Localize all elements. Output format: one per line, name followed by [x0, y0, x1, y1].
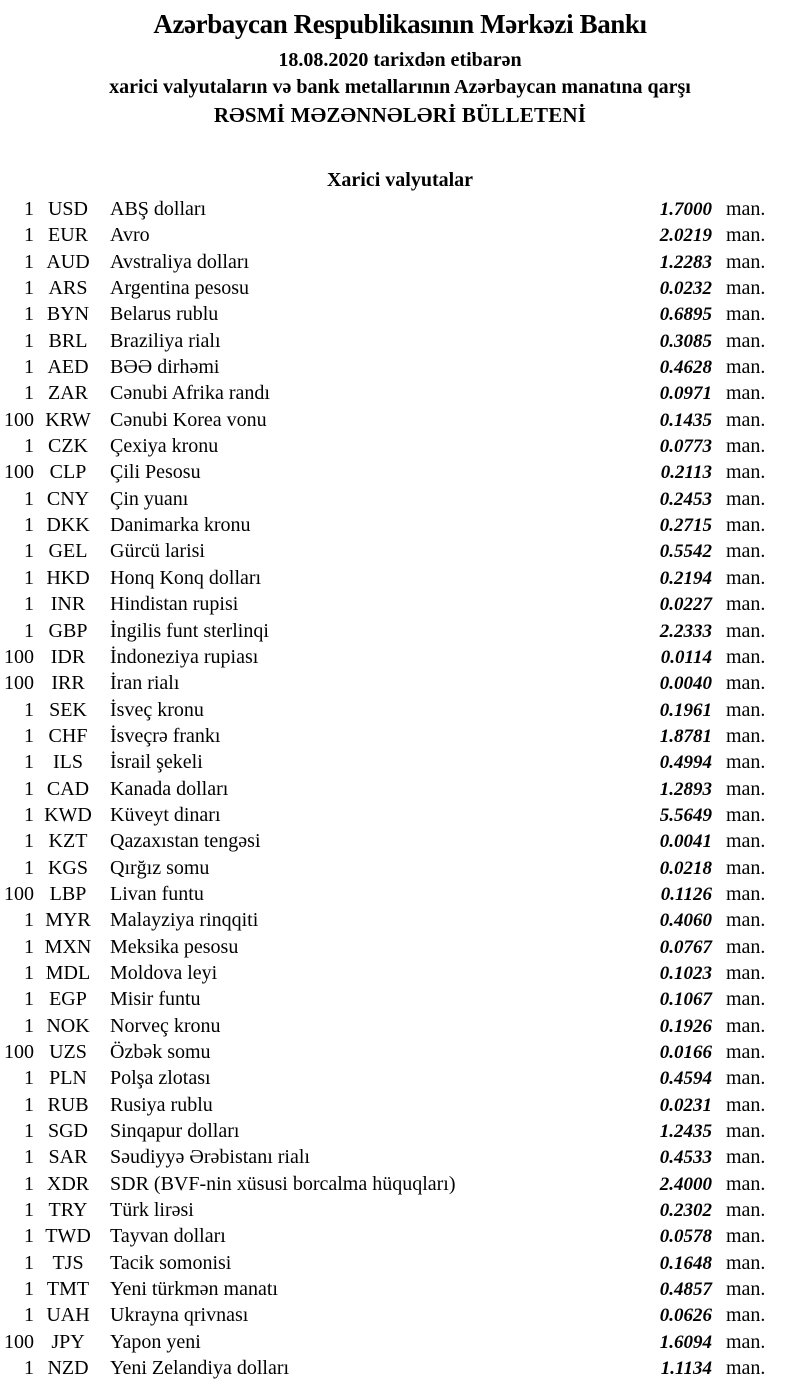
unit-label: man.: [726, 882, 766, 905]
currency-name: Honq Konq dolları: [110, 566, 262, 589]
currency-name: İsrail şekeli: [110, 751, 203, 774]
currency-name: ABŞ dolları: [110, 198, 207, 220]
bank-title: Azərbaycan Respublikasının Mərkəzi Bankı: [153, 9, 647, 39]
currency-qty: 1: [24, 724, 34, 747]
currency-code: KWD: [44, 803, 92, 826]
currency-rate: 0.1126: [660, 883, 712, 905]
currency-qty: 1: [24, 803, 34, 826]
currency-code: TWD: [45, 1225, 91, 1248]
currency-qty: 1: [24, 540, 34, 563]
currency-code: AUD: [46, 250, 90, 273]
currency-name: Belarus rublu: [110, 303, 219, 326]
currency-qty: 100: [4, 672, 34, 695]
currency-name: Braziliya rialı: [110, 329, 221, 352]
currency-qty: 1: [24, 1093, 34, 1116]
table-row: [0, 749, 800, 775]
currency-rate: 1.6094: [659, 1331, 712, 1353]
table-row: [0, 1039, 800, 1065]
currency-code: AED: [47, 356, 89, 379]
table-row: [0, 697, 800, 723]
currency-qty: 1: [24, 277, 34, 300]
unit-label: man.: [726, 856, 766, 879]
currency-code: IRR: [51, 672, 85, 695]
currency-rate: 0.2453: [659, 488, 712, 510]
currency-name: Gürcü larisi: [110, 540, 205, 563]
currency-code: IDR: [50, 645, 86, 668]
currency-qty: 1: [24, 1014, 34, 1037]
currency-name: Qırğız somu: [110, 856, 210, 879]
currency-name: Rusiya rublu: [110, 1093, 213, 1116]
unit-label: man.: [726, 1120, 766, 1143]
currency-rate: 0.0767: [659, 936, 712, 958]
currency-rate: 0.0040: [659, 673, 712, 695]
table-row: [0, 1355, 800, 1381]
table-row: [0, 670, 800, 696]
unit-label: man.: [726, 698, 766, 721]
table-row: [0, 459, 800, 485]
currency-rate: 1.7000: [659, 199, 712, 220]
currency-qty: 1: [24, 1251, 34, 1274]
currency-name: Malayziya rinqqiti: [110, 909, 259, 932]
table-row: [0, 328, 800, 354]
table-row: [0, 618, 800, 644]
currency-qty: 1: [24, 698, 34, 721]
currency-rate: 0.4533: [659, 1147, 712, 1169]
currency-qty: 1: [24, 198, 34, 220]
table-row: [0, 855, 800, 881]
currency-name: Argentina pesosu: [110, 277, 250, 300]
table-row: [0, 1171, 800, 1197]
currency-qty: 1: [24, 751, 34, 774]
unit-label: man.: [726, 329, 766, 352]
unit-label: man.: [726, 408, 766, 431]
currency-rate: 2.4000: [659, 1173, 712, 1195]
currency-name: Misir funtu: [110, 988, 201, 1011]
currency-name: Avstraliya dolları: [110, 250, 250, 273]
unit-label: man.: [726, 1357, 766, 1380]
currency-rate: 5.5649: [659, 804, 712, 826]
table-row: [0, 1250, 800, 1276]
currency-qty: 1: [24, 1067, 34, 1090]
currency-name: Çin yuanı: [110, 487, 189, 510]
unit-label: man.: [726, 672, 766, 695]
unit-label: man.: [726, 461, 766, 484]
currency-code: KGS: [47, 856, 88, 879]
currency-name: Hindistan rupisi: [110, 593, 239, 616]
currency-code: SEK: [49, 698, 87, 721]
unit-label: man.: [726, 1278, 766, 1301]
currency-name: Ukrayna qrivnası: [110, 1304, 249, 1327]
table-row: [0, 1276, 800, 1302]
unit-label: man.: [726, 435, 766, 458]
currency-qty: 1: [24, 1357, 34, 1380]
currency-name: Livan funtu: [110, 882, 204, 905]
currency-qty: 100: [4, 645, 34, 668]
currency-code: GBP: [48, 619, 88, 642]
currency-rate: 0.2194: [659, 567, 712, 589]
currency-qty: 1: [24, 593, 34, 616]
unit-label: man.: [726, 540, 766, 563]
currency-code: SAR: [48, 1146, 88, 1169]
unit-label: man.: [726, 566, 766, 589]
effective-date-line: 18.08.2020 tarixdən etibarən: [278, 49, 522, 71]
currency-qty: 100: [4, 1330, 34, 1353]
currency-rate: 0.0626: [659, 1305, 712, 1327]
currency-rate: 0.1023: [659, 962, 712, 984]
table-row: [0, 565, 800, 591]
unit-label: man.: [726, 382, 766, 405]
table-row: [0, 802, 800, 828]
currency-rate: 0.4857: [659, 1279, 712, 1301]
currency-name: Yapon yeni: [110, 1330, 201, 1353]
currency-code: USD: [47, 198, 88, 220]
document-header: [0, 0, 800, 128]
currency-code: CHF: [48, 724, 88, 747]
currency-name: İran rialı: [110, 672, 180, 695]
currency-name: Səudiyyə Ərəbistanı rialı: [110, 1146, 310, 1169]
currency-code: CLP: [49, 461, 87, 484]
currency-qty: 1: [24, 1225, 34, 1248]
currency-code: ILS: [53, 751, 83, 774]
currency-rate: 0.5542: [659, 541, 712, 563]
unit-label: man.: [726, 250, 766, 273]
currency-qty: 1: [24, 1304, 34, 1327]
table-row: [0, 407, 800, 433]
currency-name: BƏƏ dirhəmi: [110, 356, 220, 379]
currency-rate: 2.2333: [659, 620, 712, 642]
currency-name: Moldova leyi: [110, 961, 218, 984]
currency-qty: 1: [24, 909, 34, 932]
currency-code: MXN: [44, 935, 92, 958]
currency-rate: 0.4594: [659, 1068, 712, 1090]
currency-qty: 1: [24, 1199, 34, 1222]
currency-rate: 0.1648: [659, 1252, 712, 1274]
currency-rate: 0.0227: [659, 594, 712, 616]
table-row: [0, 986, 800, 1012]
currency-name: Yeni Zelandiya dolları: [110, 1357, 290, 1380]
unit-label: man.: [726, 356, 766, 379]
currency-qty: 1: [24, 1278, 34, 1301]
currency-qty: 1: [24, 961, 34, 984]
currency-rate: 0.0773: [659, 436, 712, 458]
currency-qty: 1: [24, 1172, 34, 1195]
currency-code: ARS: [48, 277, 88, 300]
currency-rate: 0.0218: [659, 857, 712, 879]
currency-name: Polşa zlotası: [110, 1067, 211, 1090]
unit-label: man.: [726, 803, 766, 826]
currency-code: KRW: [45, 408, 91, 431]
table-row: [0, 881, 800, 907]
table-row: [0, 380, 800, 406]
currency-code: CZK: [48, 435, 88, 458]
currency-code: DKK: [46, 514, 90, 537]
unit-label: man.: [726, 224, 766, 247]
table-row: [0, 275, 800, 301]
currency-rate: 0.1926: [659, 1015, 712, 1037]
currency-code: GEL: [48, 540, 88, 563]
currency-rate: 0.2302: [659, 1200, 712, 1222]
table-row: [0, 1065, 800, 1091]
currency-code: TJS: [52, 1251, 84, 1274]
unit-label: man.: [726, 1093, 766, 1116]
currency-name: Norveç kronu: [110, 1014, 221, 1037]
table-row: [0, 249, 800, 275]
table-row: [0, 354, 800, 380]
table-row: [0, 776, 800, 802]
currency-code: UAH: [46, 1304, 90, 1327]
currency-code: MDL: [45, 961, 91, 984]
currency-rate: 2.0219: [659, 225, 712, 247]
currency-rate: 1.8781: [659, 725, 712, 747]
currency-rate: 0.4060: [659, 910, 712, 932]
unit-label: man.: [726, 1172, 766, 1195]
currency-name: Kanada dolları: [110, 777, 229, 800]
section-title-foreign-currencies: Xarici valyutalar: [326, 169, 474, 191]
currency-qty: 100: [4, 461, 34, 484]
currency-code: RUB: [47, 1093, 89, 1116]
currency-qty: 1: [24, 487, 34, 510]
currency-name: Küveyt dinarı: [110, 803, 221, 826]
unit-label: man.: [726, 1146, 766, 1169]
currency-qty: 1: [24, 514, 34, 537]
currency-code: KZT: [48, 830, 88, 853]
currency-rate: 0.1961: [659, 699, 712, 721]
currency-code: EUR: [48, 224, 88, 247]
currency-rate: 0.1067: [659, 989, 712, 1011]
currency-code: HKD: [46, 566, 90, 589]
table-row: [0, 1302, 800, 1328]
currency-code: INR: [50, 593, 86, 616]
currency-name: Özbək somu: [110, 1041, 211, 1063]
currency-qty: 1: [24, 1120, 34, 1143]
currency-code: PLN: [49, 1067, 87, 1090]
currency-rate: 0.4628: [659, 357, 712, 379]
table-row: [0, 644, 800, 670]
table-row: [0, 1197, 800, 1223]
table-row: [0, 907, 800, 933]
currency-name: Çili Pesosu: [110, 461, 201, 484]
table-row: [0, 222, 800, 248]
unit-label: man.: [726, 1225, 766, 1248]
currency-name: Yeni türkmən manatı: [110, 1278, 278, 1301]
currency-code: BRL: [48, 329, 88, 352]
currency-qty: 1: [24, 856, 34, 879]
currency-rate: 0.0114: [660, 646, 712, 668]
currency-rate: 0.3085: [659, 330, 712, 352]
currency-qty: 1: [24, 1146, 34, 1169]
currency-qty: 1: [24, 566, 34, 589]
table-row: [0, 934, 800, 960]
currency-qty: 1: [24, 988, 34, 1011]
table-row: [0, 196, 800, 222]
currency-code: TMT: [46, 1278, 90, 1301]
table-row: [0, 512, 800, 538]
unit-label: man.: [726, 935, 766, 958]
table-row: [0, 1118, 800, 1144]
unit-label: man.: [726, 1014, 766, 1037]
unit-label: man.: [726, 724, 766, 747]
currency-name: İngilis funt sterlinqi: [110, 619, 269, 642]
currency-name: Türk lirəsi: [110, 1199, 194, 1222]
currency-qty: 1: [24, 830, 34, 853]
table-row: [0, 538, 800, 564]
currency-qty: 100: [4, 1041, 34, 1063]
currency-qty: 1: [24, 356, 34, 379]
currency-name: Cənubi Afrika randı: [110, 382, 270, 405]
currency-rate: 0.6895: [659, 304, 712, 326]
currency-code: CNY: [46, 487, 90, 510]
currency-code: JPY: [51, 1330, 85, 1353]
currency-qty: 1: [24, 303, 34, 326]
currency-rate: 0.0232: [659, 278, 712, 300]
currency-rate: 0.1435: [659, 409, 712, 431]
unit-label: man.: [726, 1199, 766, 1222]
currency-name: Danimarka kronu: [110, 514, 251, 537]
currency-name: Sinqapur dolları: [110, 1120, 240, 1143]
subject-line: xarici valyutaların və bank metallarının Azərbaycan manatına qarşı: [109, 76, 691, 98]
unit-label: man.: [726, 1330, 766, 1353]
currency-rate: 0.0041: [659, 831, 712, 853]
unit-label: man.: [726, 593, 766, 616]
currency-qty: 1: [24, 619, 34, 642]
currency-name: İsveç kronu: [110, 698, 204, 721]
table-row: [0, 723, 800, 749]
currency-rate: 1.2435: [659, 1121, 712, 1143]
table-row: [0, 1223, 800, 1249]
table-row: [0, 1013, 800, 1039]
currency-name: İsveçrə frankı: [110, 724, 221, 747]
currency-rate: 0.2715: [659, 515, 712, 537]
currency-rate: 1.2283: [659, 251, 712, 273]
table-row: [0, 591, 800, 617]
currency-code: EGP: [49, 988, 87, 1011]
currency-name: Cənubi Korea vonu: [110, 408, 267, 431]
unit-label: man.: [726, 1251, 766, 1274]
currency-qty: 1: [24, 382, 34, 405]
currency-qty: 1: [24, 435, 34, 458]
unit-label: man.: [726, 1304, 766, 1327]
currency-rate: 0.0971: [659, 383, 712, 405]
currency-code: TRY: [48, 1199, 88, 1222]
currency-code: XDR: [46, 1172, 90, 1195]
currency-qty: 100: [4, 882, 34, 905]
unit-label: man.: [726, 487, 766, 510]
currency-rate: 1.2893: [659, 778, 712, 800]
currency-qty: 1: [24, 935, 34, 958]
currency-qty: 1: [24, 250, 34, 273]
currency-code: BYN: [46, 303, 90, 326]
bulletin-title: RƏSMİ MƏZƏNNƏLƏRİ BÜLLETENİ: [213, 103, 587, 127]
table-row: [0, 960, 800, 986]
currency-name: Avro: [110, 224, 150, 247]
currency-qty: 1: [24, 224, 34, 247]
currency-rate: 0.0166: [659, 1042, 712, 1063]
unit-label: man.: [726, 619, 766, 642]
currency-qty: 1: [24, 329, 34, 352]
currency-name: Qazaxıstan tengəsi: [110, 830, 261, 853]
unit-label: man.: [726, 277, 766, 300]
currency-name: Meksika pesosu: [110, 935, 239, 958]
unit-label: man.: [726, 909, 766, 932]
currency-rate: 0.2113: [660, 462, 712, 484]
currency-name: Çexiya kronu: [110, 435, 219, 458]
unit-label: man.: [726, 303, 766, 326]
currency-rate: 0.0231: [659, 1094, 712, 1116]
currency-rate: 0.0578: [659, 1226, 712, 1248]
unit-label: man.: [726, 830, 766, 853]
currency-code: UZS: [49, 1041, 87, 1063]
currency-name: İndoneziya rupiası: [110, 645, 259, 668]
currency-name: Tayvan dolları: [110, 1225, 226, 1248]
unit-label: man.: [726, 777, 766, 800]
table-row: [0, 1329, 800, 1355]
table-row: [0, 1092, 800, 1118]
unit-label: man.: [726, 1041, 766, 1063]
currency-name: Tacik somonisi: [110, 1251, 232, 1274]
table-row: [0, 486, 800, 512]
currency-rate: 1.1134: [660, 1358, 712, 1380]
rates-table: [0, 196, 800, 1381]
currency-qty: 100: [4, 408, 34, 431]
currency-code: ZAR: [48, 382, 88, 405]
table-row: [0, 433, 800, 459]
currency-code: NZD: [47, 1357, 89, 1380]
unit-label: man.: [726, 961, 766, 984]
unit-label: man.: [726, 198, 766, 220]
currency-code: CAD: [46, 777, 90, 800]
unit-label: man.: [726, 988, 766, 1011]
currency-qty: 1: [24, 777, 34, 800]
unit-label: man.: [726, 514, 766, 537]
table-row: [0, 301, 800, 327]
currency-code: NOK: [46, 1014, 90, 1037]
unit-label: man.: [726, 645, 766, 668]
unit-label: man.: [726, 1067, 766, 1090]
currency-name: SDR (BVF-nin xüsusi borcalma hüquqları): [110, 1172, 456, 1195]
table-row: [0, 1144, 800, 1170]
currency-code: SGD: [47, 1120, 88, 1143]
currency-rate: 0.4994: [659, 752, 712, 774]
currency-code: MYR: [45, 909, 91, 932]
table-row: [0, 828, 800, 854]
currency-code: LBP: [49, 882, 87, 905]
unit-label: man.: [726, 751, 766, 774]
